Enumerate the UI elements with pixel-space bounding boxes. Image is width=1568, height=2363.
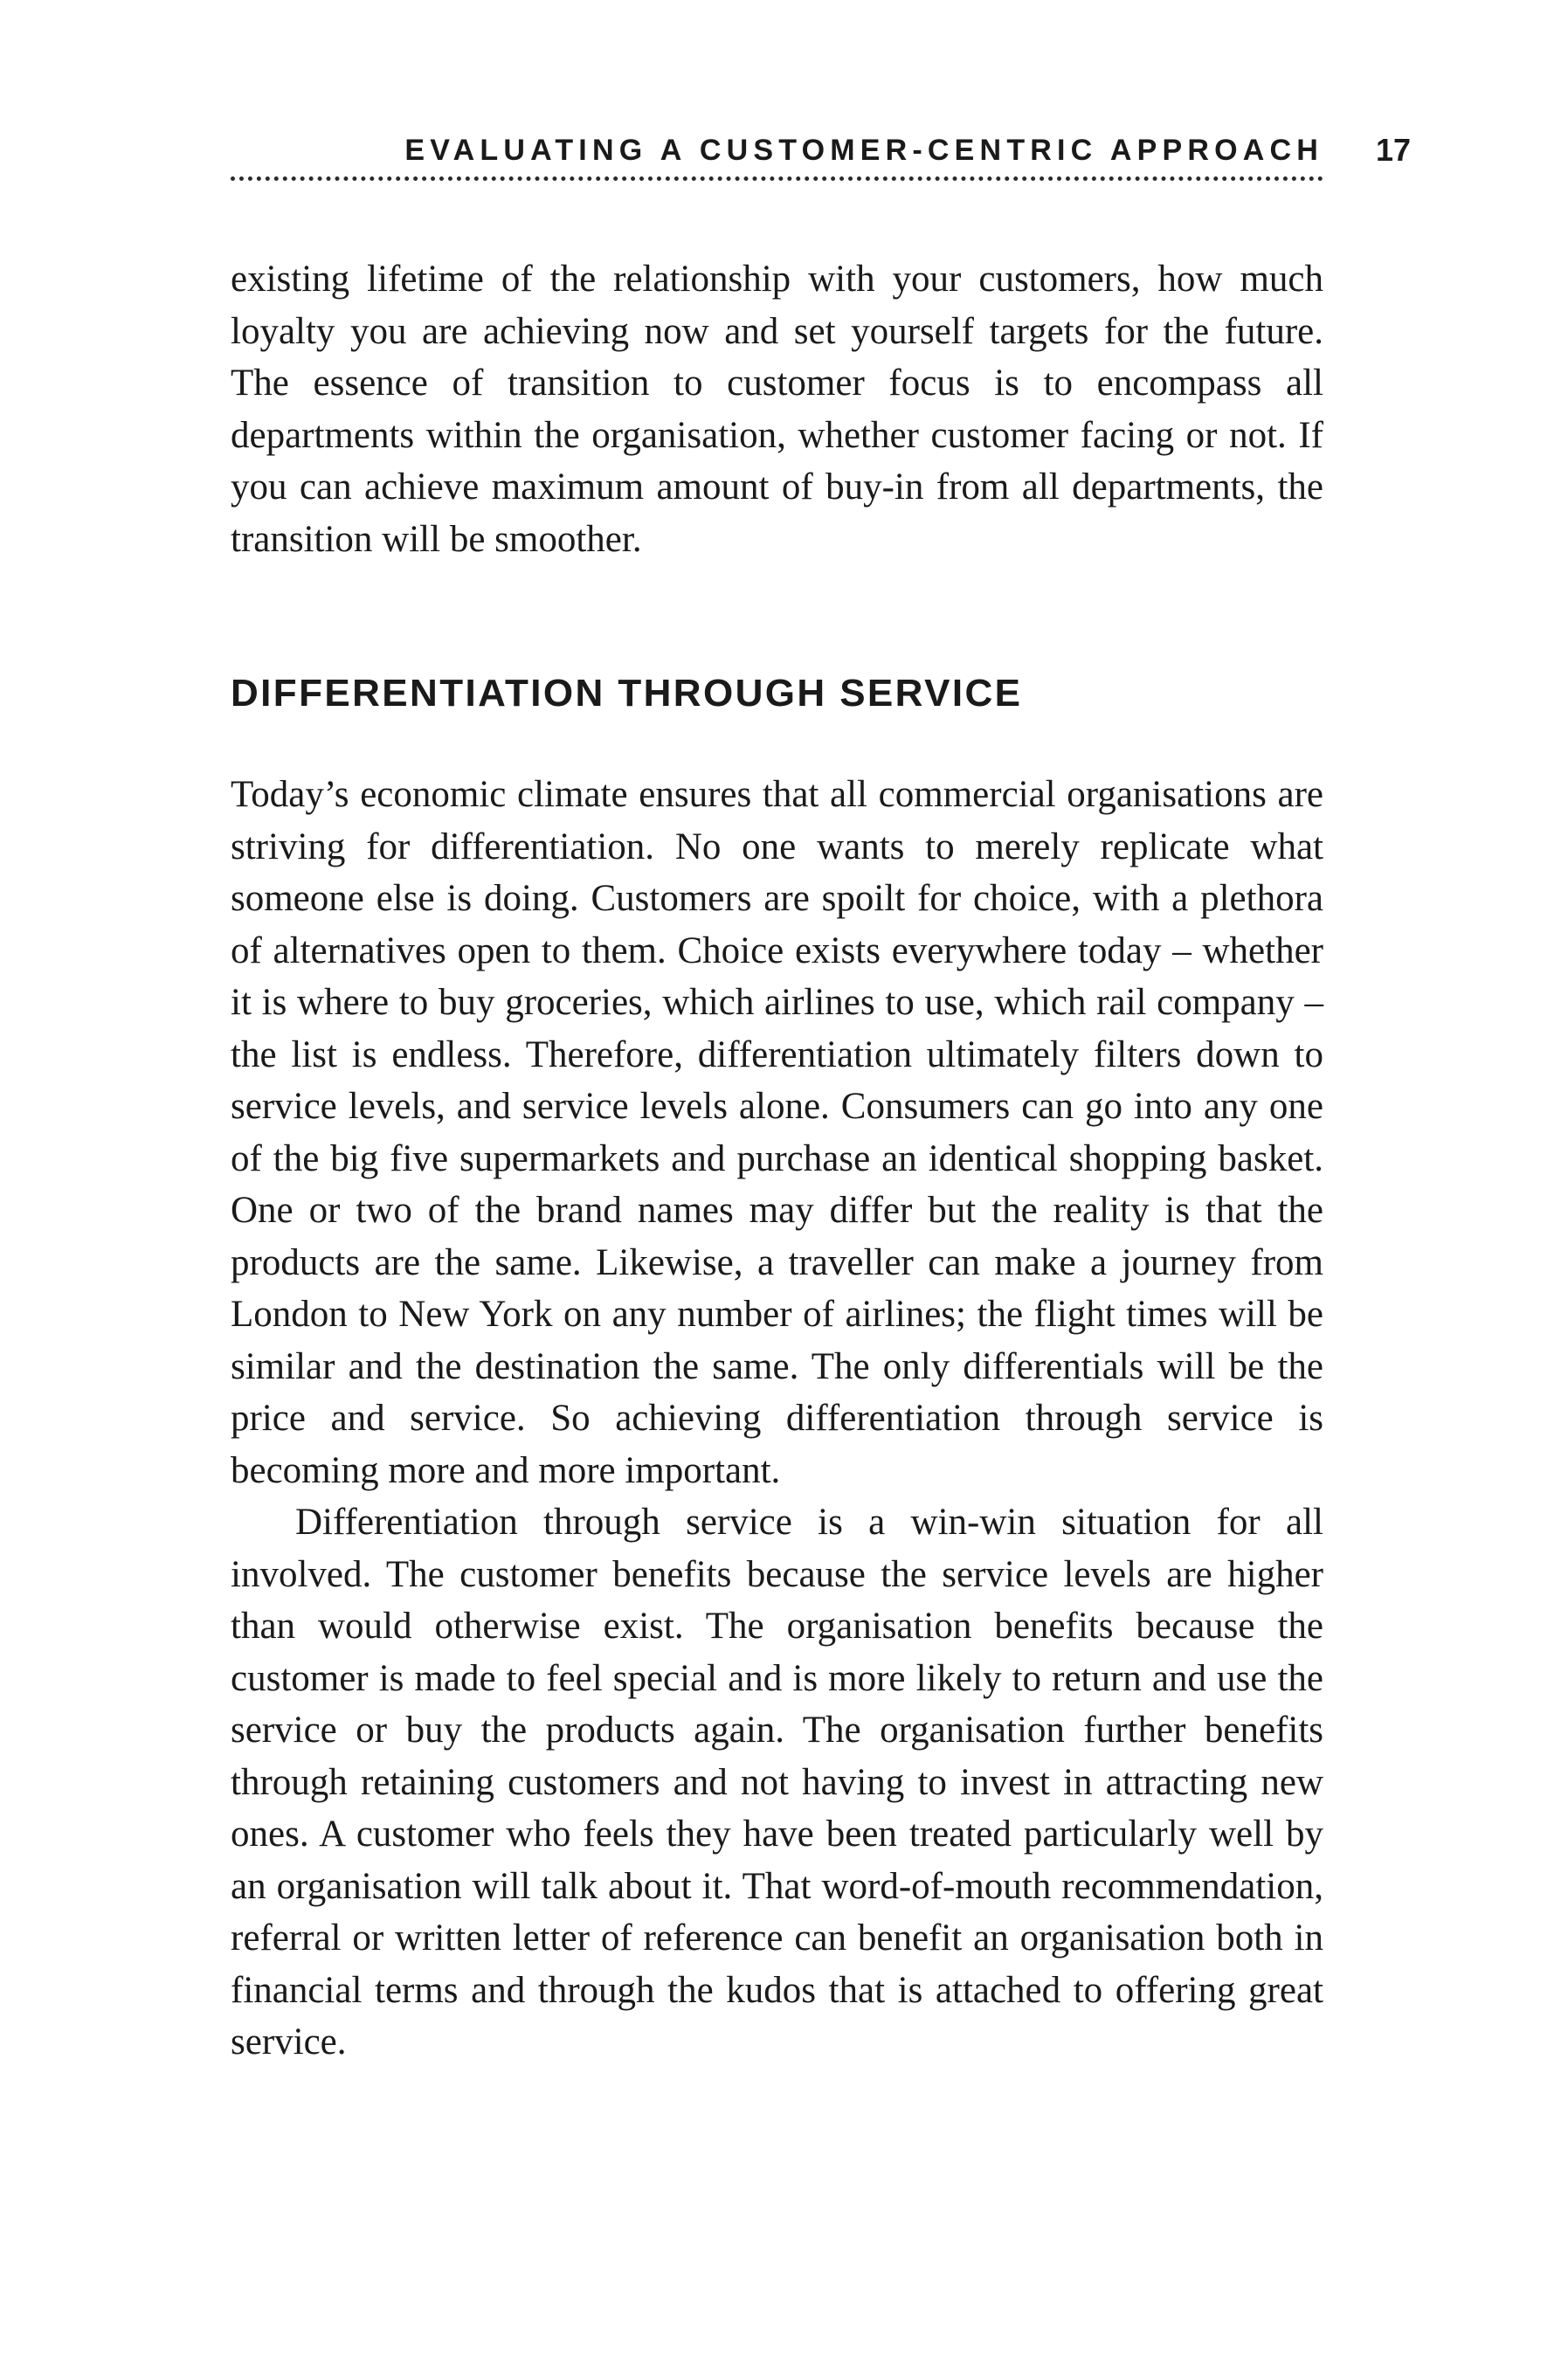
running-head-title: EVALUATING A CUSTOMER-CENTRIC APPROACH xyxy=(404,134,1323,167)
page-number: 17 xyxy=(1375,132,1411,168)
running-head xyxy=(231,131,1411,187)
body-paragraph: Differentiation through service is a win-win situation for all involved. The customer benefits because the service levels are higher than would otherwise exist. The organisation benefits because the customer is made to feel special and is more likely to return and use the service or buy the products again. The organisation further benefits through retaining customers and not having to invest in attracting new ones. A customer who feels they have been treated particularly well by an organisation will talk about it. That word-of-mouth recommendation, referral or written letter of reference can benefit an organisation both in financial terms and through the kudos that is attached to offering great service. xyxy=(231,1502,1323,2062)
body-paragraph: Today’s economic climate ensures that all commercial organisations are striving for differentiation. No one wants to merely replicate what someone else is doing. Customers are spoilt for choice, with a plethora of alternatives open to them. Choice exists everywhere today – whether it is where to buy groceries, which airlines to use, which rail company – the list is endless. Therefore, differentiation ultimately filters down to service levels, and service levels alone. Consumers can go into any one of the big five supermarkets and purchase an identical shopping basket. One or two of the brand names may differ but the reality is that the products are the same. Likewise, a traveller can make a journey from London to New York on any number of airlines; the flight times will be similar and the destination the same. The only differentials will be the price and service. So achieving differentiation through service is becoming more and more important. xyxy=(231,774,1323,1491)
section-heading: DIFFERENTIATION THROUGH SERVICE xyxy=(231,672,1023,715)
continuation-paragraph: existing lifetime of the relationship with your customers, how much loyalty you are achieving now and set yourself targets for the future. The essence of transition to customer focus is to encompass all departments within the organisation, whether customer facing or not. If you can achieve maximum amount of buy-in from all departments, the transition will be smoother. xyxy=(231,259,1323,560)
intro-text-block xyxy=(231,253,1323,565)
section-body xyxy=(231,769,1323,2069)
dotted-rule-divider xyxy=(231,176,1323,181)
